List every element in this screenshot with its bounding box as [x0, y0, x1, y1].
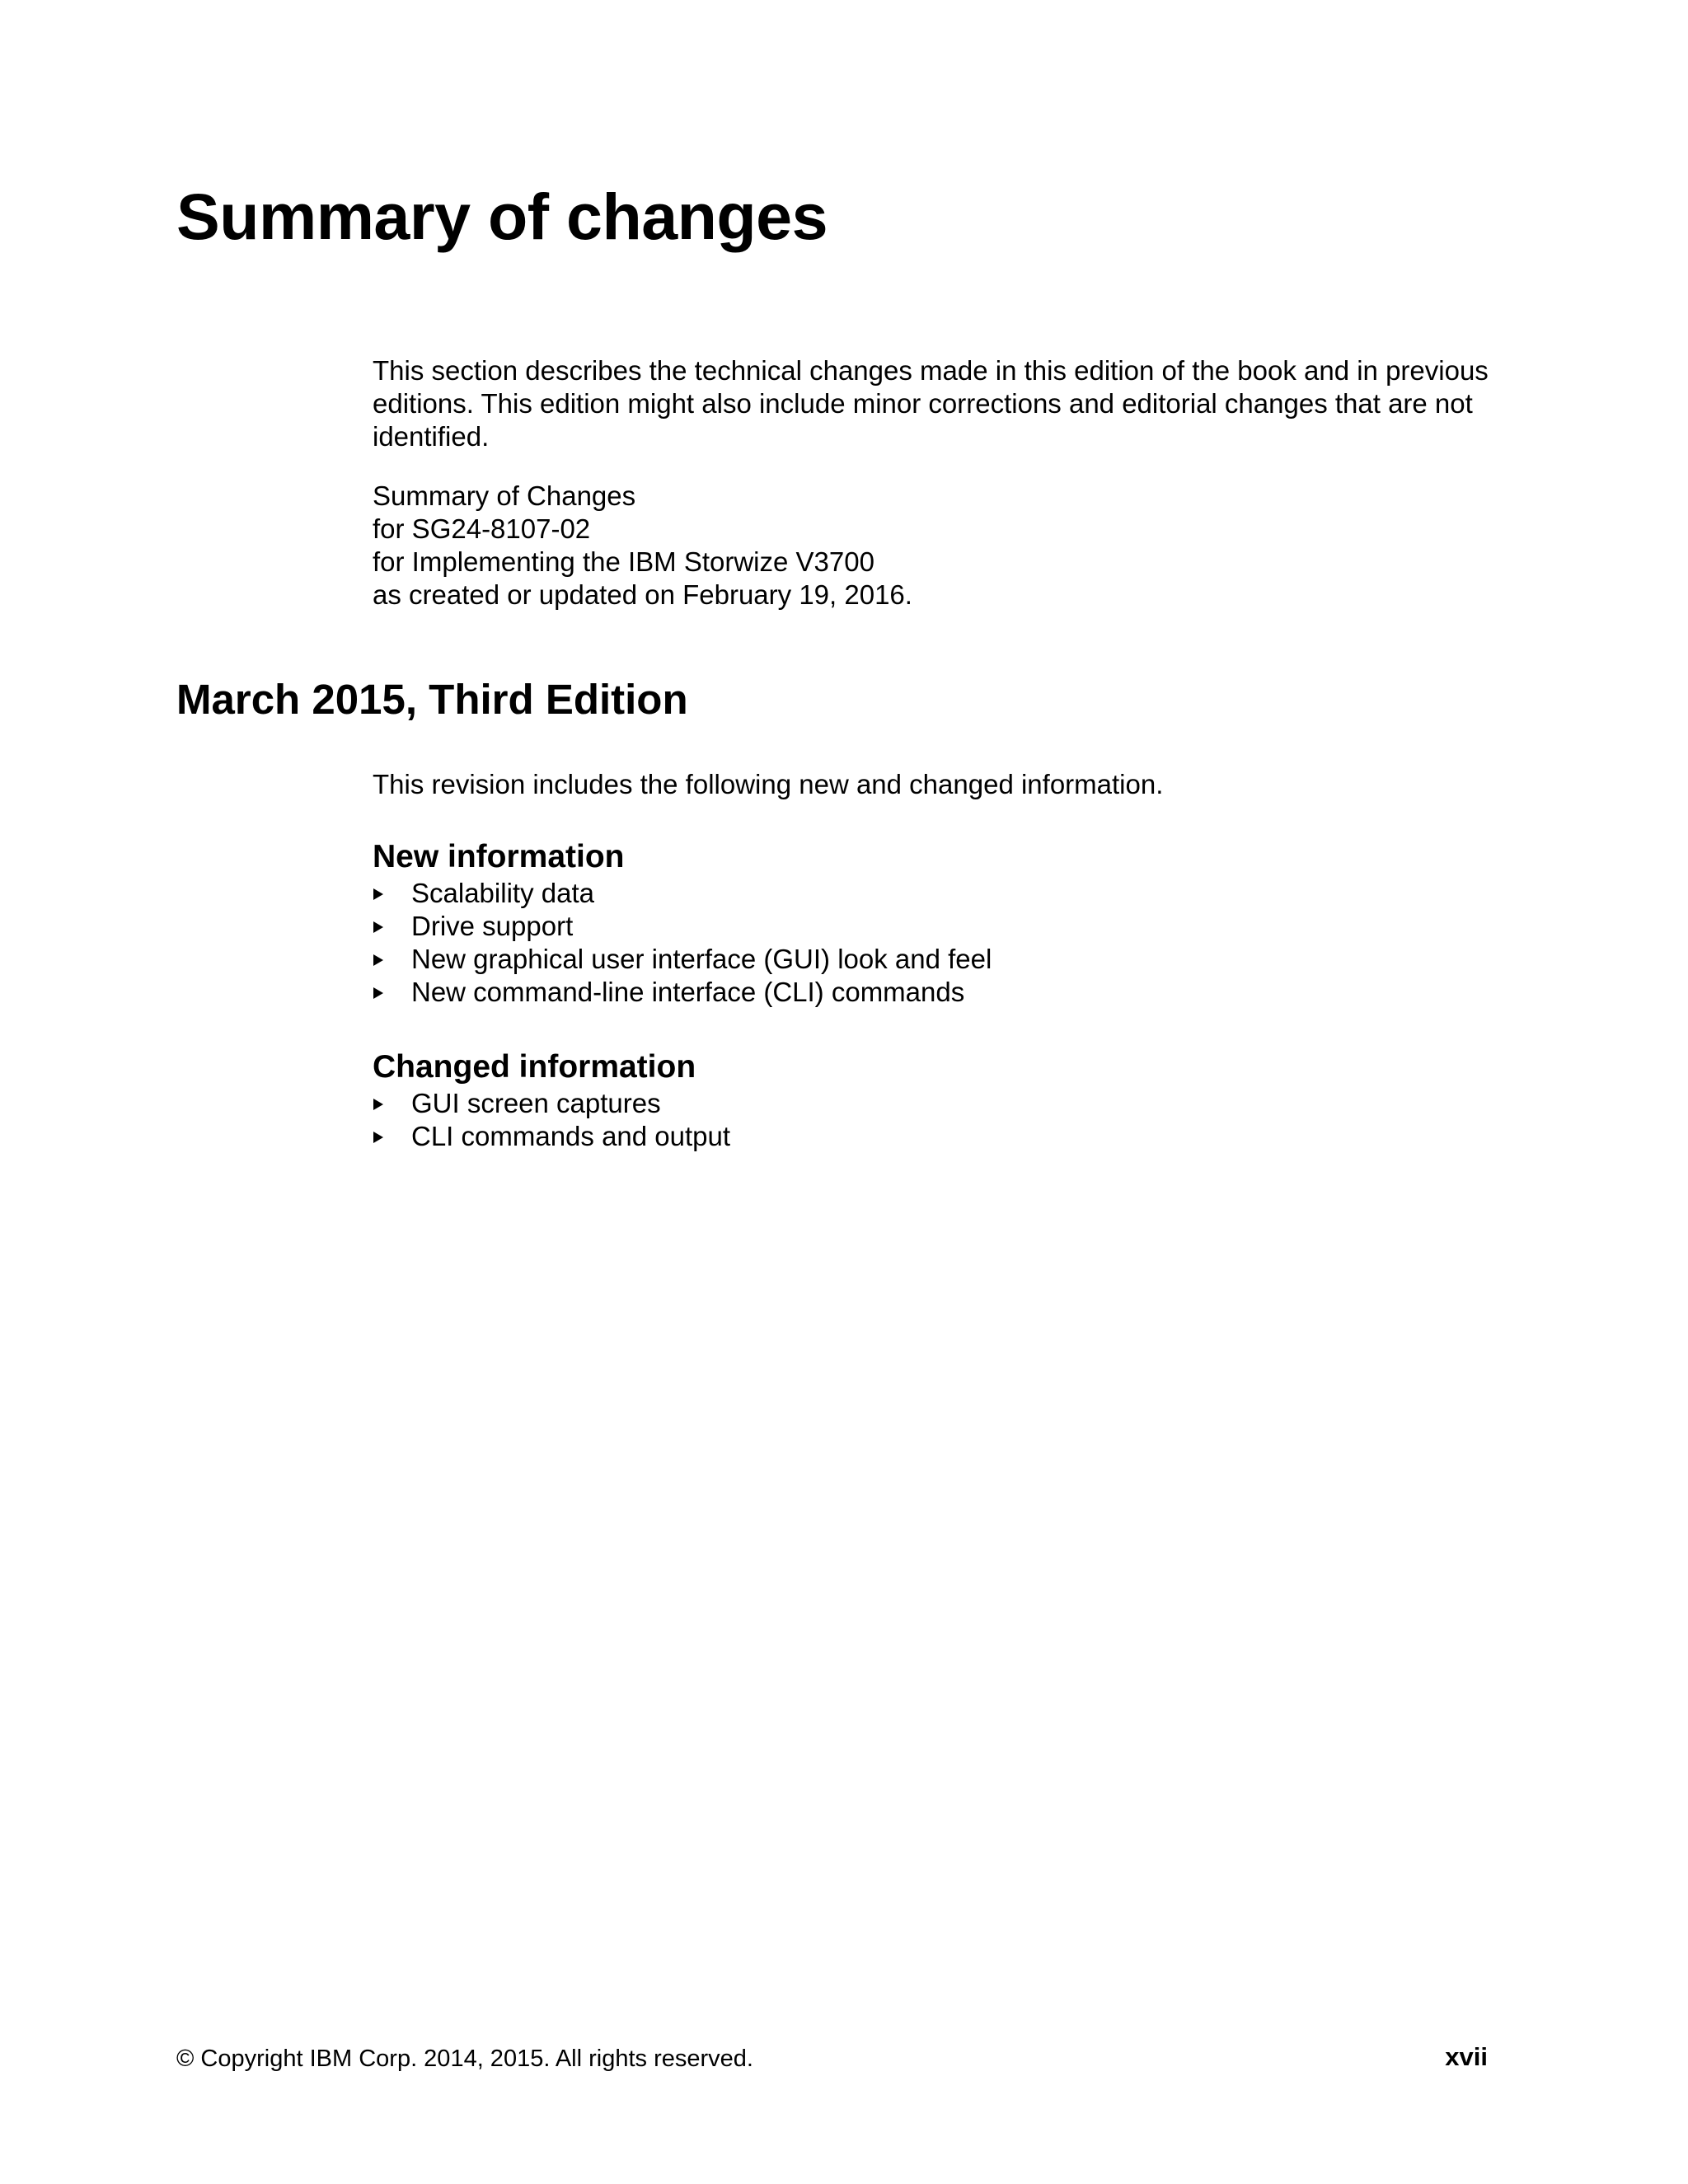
- list-item: [373, 976, 992, 1009]
- triangle-bullet-icon: [373, 888, 383, 900]
- summary-line: for SG24-8107-02: [373, 513, 591, 544]
- list-item-text: Drive support: [411, 911, 574, 941]
- changed-information-section: [373, 1047, 730, 1153]
- triangle-bullet-icon: [373, 954, 383, 966]
- new-information-list: [373, 877, 992, 1009]
- summary-line: Summary of Changes: [373, 480, 636, 511]
- triangle-bullet-icon: [373, 921, 383, 933]
- new-information-heading: New information: [373, 839, 625, 874]
- intro-paragraph: This section describes the technical changes made in this edition of the book and in previous editions. This edition might also include minor corrections and editorial changes that are not identified.: [373, 355, 1489, 452]
- triangle-bullet-icon: [373, 987, 383, 999]
- new-information-section: [373, 837, 992, 1009]
- list-item-text: New graphical user interface (GUI) look and feel: [411, 944, 992, 974]
- page-number: xvii: [1445, 2042, 1488, 2071]
- list-item-text: New command-line interface (CLI) commands: [411, 977, 965, 1007]
- list-item: [373, 943, 992, 976]
- list-item-text: CLI commands and output: [411, 1121, 731, 1151]
- list-item: [373, 877, 992, 910]
- revision-paragraph: This revision includes the following new and changed information.: [373, 769, 1164, 799]
- triangle-bullet-icon: [373, 1132, 383, 1143]
- edition-heading: March 2015, Third Edition: [176, 676, 688, 723]
- summary-block: [373, 480, 1493, 612]
- changed-information-list: [373, 1087, 730, 1153]
- list-item-text: Scalability data: [411, 878, 594, 908]
- list-item: [373, 1087, 730, 1120]
- list-item: [373, 1120, 730, 1153]
- summary-line: for Implementing the IBM Storwize V3700: [373, 546, 874, 577]
- summary-line: as created or updated on February 19, 2016.: [373, 579, 912, 610]
- footer-copyright: © Copyright IBM Corp. 2014, 2015. All rights reserved.: [176, 2046, 753, 2072]
- page-title: Summary of changes: [176, 180, 828, 253]
- list-item: [373, 910, 992, 943]
- triangle-bullet-icon: [373, 1099, 383, 1110]
- list-item-text: GUI screen captures: [411, 1088, 661, 1118]
- changed-information-heading: Changed information: [373, 1049, 696, 1085]
